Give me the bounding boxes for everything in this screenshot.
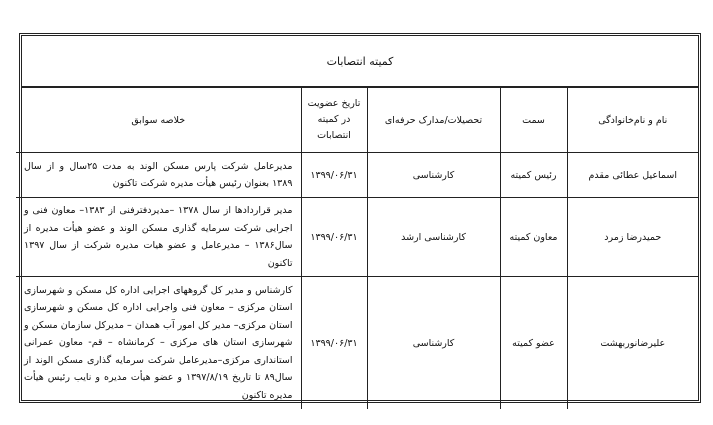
cell-summary: مدیر قراردادها از سال ۱۳۷۸ –مدیردفترفنی از ۱۳۸۳– معاون فنی و اجرایی شرکت سرمایه گذاری مسکن الوند و عضو هیأت مدیره از سال۱۳۸۶ – مدیرعامل و عضو هیات مدیره شرکت از سال ۱۳۹۷ تاکنون [16, 198, 301, 277]
table-row [16, 277, 698, 410]
table-row [16, 153, 698, 198]
table-row [16, 198, 698, 277]
cell-membership-date: ۱۳۹۹/۰۶/۳۱ [301, 153, 367, 198]
table-title [22, 36, 698, 88]
cell-membership-date: ۱۳۹۹/۰۶/۳۱ [301, 198, 367, 277]
cell-summary: مدیرعامل شرکت پارس مسکن الوند به مدت ۲۵سال و از سال ۱۳۸۹ بعنوان رئیس هیأت مدیره شرکت تاکنون [16, 153, 301, 198]
cell-education: کارشناسی [367, 153, 500, 198]
header-membership-date-line-1: تاریخ عضویت [307, 98, 361, 109]
cell-name: علیرضانوربهشت [567, 277, 698, 410]
header-membership-date [301, 88, 367, 153]
cell-education: کارشناسی [367, 277, 500, 410]
cell-position: عضو کمیته [500, 277, 567, 410]
committee-members-table [16, 88, 698, 409]
cell-position: معاون کمیته [500, 198, 567, 277]
table-title-text: کمیته انتصابات [326, 54, 394, 68]
header-membership-date-line-3: انتصابات [317, 130, 351, 141]
committee-table-frame [19, 33, 701, 403]
header-membership-date-line-2: در کمیته [317, 114, 351, 125]
header-summary: خلاصه سوابق [16, 88, 301, 153]
header-education: تحصیلات/مدارک حرفه‌ای [367, 88, 500, 153]
cell-position: رئیس کمیته [500, 153, 567, 198]
cell-education: کارشناسی ارشد [367, 198, 500, 277]
cell-membership-date: ۱۳۹۹/۰۶/۳۱ [301, 277, 367, 410]
cell-name: حمیدرضا زمرد [567, 198, 698, 277]
cell-name: اسماعیل عطائی مقدم [567, 153, 698, 198]
table-header-row [16, 88, 698, 153]
cell-summary: کارشناس و مدیر کل گروههای اجرایی اداره کل مسکن و شهرسازی استان مرکزی – معاون فنی واجرایی اداره کل مسکن و شهرسازی استان مرکزی– مدیر کل امور آب همدان – مدیرکل سازمان مسکن و شهرسازی استان های مرکزی – کرمانشاه – قم- معاون عمرانی استانداری مرکزی–مدیرعامل شرکت سرمایه گذاری مسکن الوند از سال۸۹ تا تاریخ ۱۳۹۷/۸/۱۹ و عضو هیأت مدیره و نایب رئیس هیأت مدیره تاکنون [16, 277, 301, 410]
header-position: سمت [500, 88, 567, 153]
header-name: نام و نام‌خانوادگی [567, 88, 698, 153]
